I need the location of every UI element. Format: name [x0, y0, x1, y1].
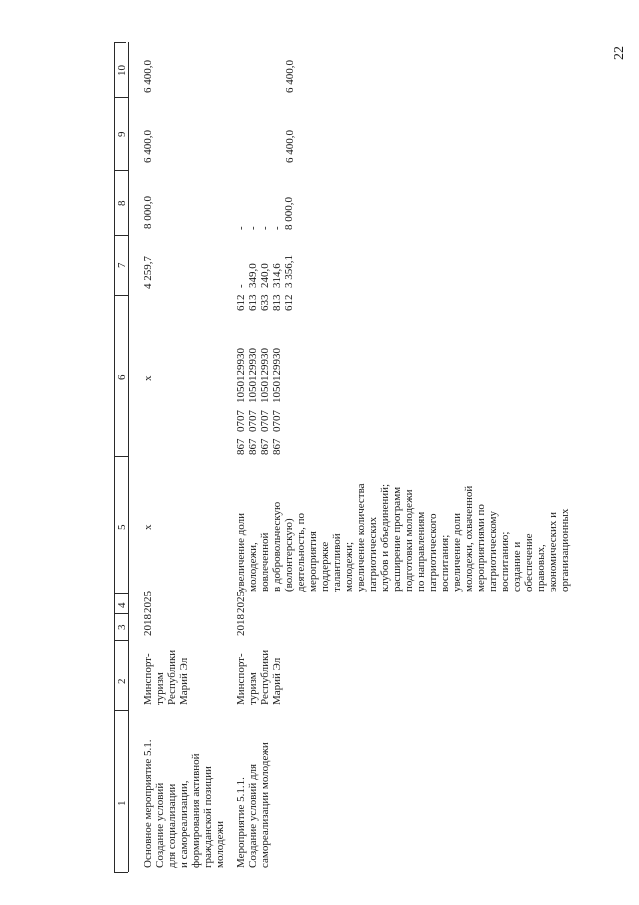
row2-y2020: 6 400,0 [284, 60, 296, 93]
row1-indicator: х [142, 524, 154, 530]
row2-end: 2025 [235, 591, 247, 613]
page-number: 22 [612, 46, 627, 60]
row2-csr: 1050129930 1050129930 1050129930 1050129930 [235, 348, 283, 403]
row2-vr: 612 613 633 813 612 [235, 294, 295, 311]
header-col-4: 4 [116, 602, 128, 608]
header-col-1: 1 [116, 800, 128, 806]
header-col-9: 9 [116, 131, 128, 137]
row1-csr: х [142, 375, 154, 381]
header-divider-1 [114, 97, 128, 98]
header-col-2: 2 [116, 678, 128, 684]
header-divider-4 [114, 295, 128, 296]
row2-name: Мероприятие 5.1.1. Создание условий для самореализации молодежи [235, 742, 271, 868]
row1-start: 2018 [142, 614, 154, 636]
row2-y2019: 6 400,0 [284, 130, 296, 163]
row2-executor: Минспорт- туризм Республики Марий Эл [235, 649, 283, 705]
row2-start: 2018 [235, 614, 247, 636]
header-bottom-border [128, 42, 129, 872]
row1-y2018: 8 000,0 [142, 196, 154, 229]
row1-y2020: 6 400,0 [142, 60, 154, 93]
header-col-7: 7 [116, 262, 128, 268]
row2-total: - 349,0 240,0 314,6 3 356,1 [235, 255, 295, 288]
header-divider-5 [114, 456, 128, 457]
header-col-8: 8 [116, 200, 128, 206]
header-divider-8 [114, 640, 128, 641]
table-bottom-rule [114, 872, 128, 873]
header-divider-9 [114, 710, 128, 711]
header-divider-7 [114, 613, 128, 614]
header-divider-2 [114, 170, 128, 171]
header-col-5: 5 [116, 524, 128, 530]
header-divider-6 [114, 593, 128, 594]
row1-total: 4 259,7 [142, 256, 154, 289]
table-right-border [114, 42, 115, 872]
row1-y2019: 6 400,0 [142, 130, 154, 163]
row2-grbs: 867 867 867 867 [235, 438, 283, 455]
row2-indicator: увеличение доли молодежи, вовлеченной в добровольческую (волонтерскую) деятельность, по мероприятия поддержке талантливой молодежи; увеличение количества патриотических клубов и объединений; расширение программ подготовки молодежи по направлениям патриотического воспитания; увеличение доли молодежи, охваченной мероприятиями по патриотическому воспитанию; создание и обеспечение правовых, экономических и организационных [235, 483, 571, 592]
table-top-rule [114, 42, 126, 43]
row2-y2018: - - - - 8 000,0 [235, 197, 295, 230]
header-col-3: 3 [116, 624, 128, 630]
header-divider-3 [114, 235, 128, 236]
row1-end: 2025 [142, 591, 154, 613]
row1-name: Основное мероприятие 5.1. Создание условий для социализации и самореализации, формирования активной гражданской позиции молодежи [142, 739, 226, 868]
row1-executor: Минспорт- туризм Республики Марий Эл [142, 649, 190, 705]
row2-rz-pr: 0707 0707 0707 0707 [235, 410, 283, 432]
header-col-10: 10 [116, 65, 128, 76]
header-col-6: 6 [116, 374, 128, 380]
